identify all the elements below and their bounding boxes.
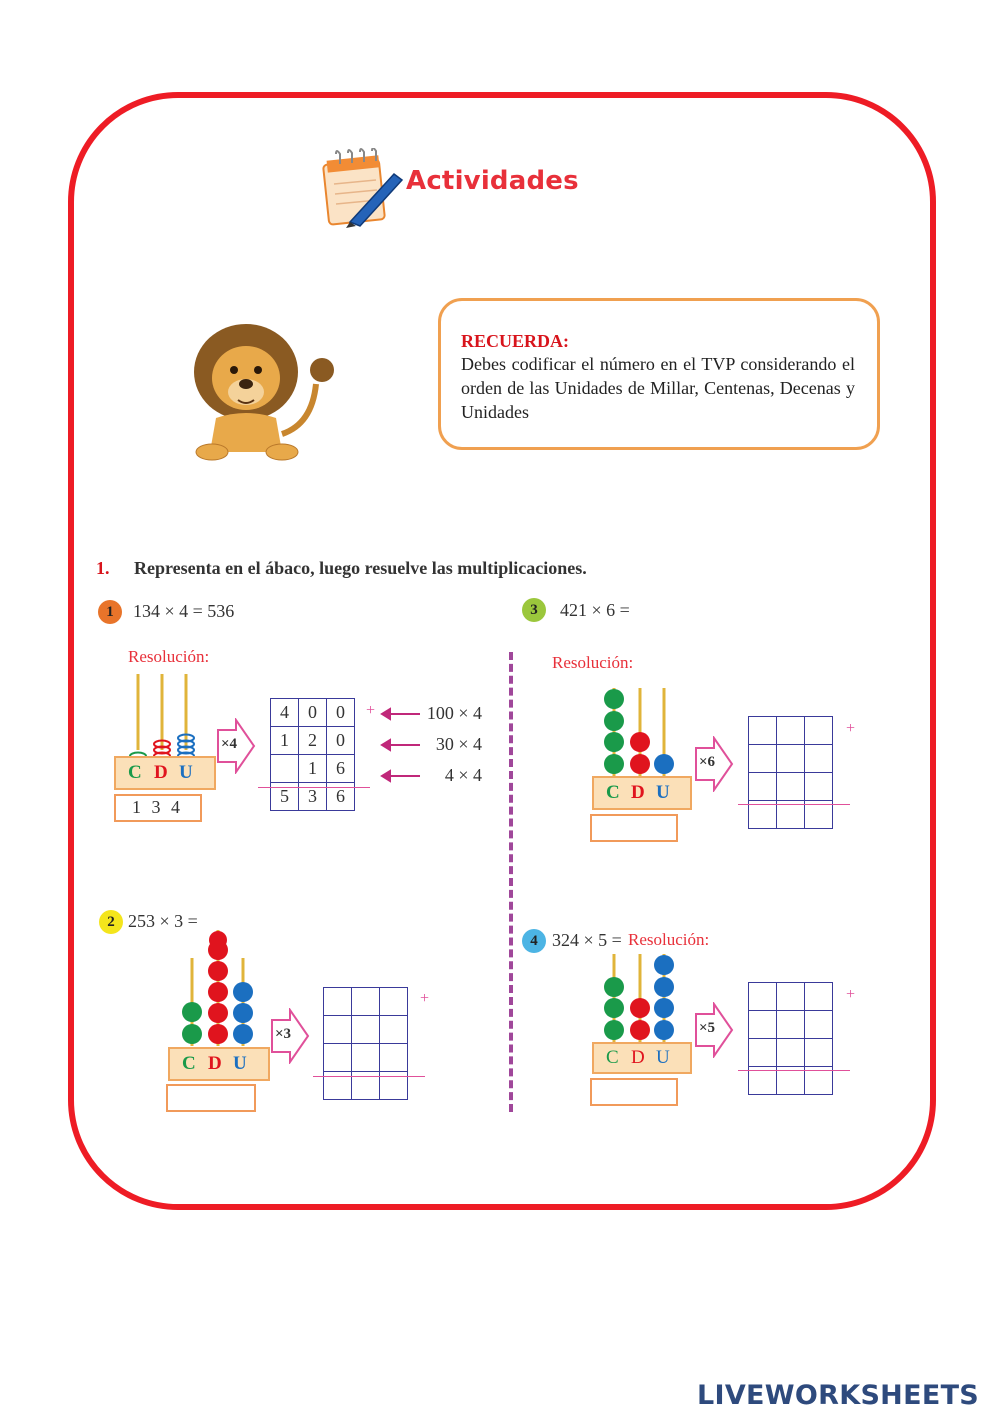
- abacus-label-c: C: [182, 1053, 196, 1074]
- grid-cell[interactable]: [352, 1016, 380, 1044]
- exercise-badge-1: 1: [98, 600, 122, 624]
- section-divider: [509, 652, 513, 1112]
- abacus-1: [112, 670, 216, 766]
- grid-cell[interactable]: [324, 1016, 352, 1044]
- grid-cell: 1: [299, 755, 327, 783]
- grid-cell[interactable]: [749, 1011, 777, 1039]
- exercise-badge-2: 2: [99, 910, 123, 934]
- multiplier-label-1: ×4: [221, 736, 238, 752]
- abacus-4: [594, 950, 694, 1046]
- grid-cell[interactable]: [324, 988, 352, 1016]
- abacus-label-u: U: [233, 1053, 247, 1074]
- grid-cell[interactable]: [749, 1039, 777, 1067]
- resolution-label-1: Resolución:: [128, 647, 210, 666]
- partial-product-3: 4 × 4: [444, 765, 482, 785]
- abacus-label-d: D: [631, 782, 645, 803]
- grid-cell: 6: [327, 783, 355, 811]
- abacus-base-3: [592, 776, 692, 810]
- partial-product-2: 30 × 4: [435, 734, 482, 754]
- answer-box-2[interactable]: [166, 1084, 256, 1112]
- abacus-label-d: D: [154, 762, 168, 783]
- grid-cell[interactable]: [805, 983, 833, 1011]
- grid-cell[interactable]: [352, 988, 380, 1016]
- abacus-label-u: U: [656, 1047, 670, 1068]
- page-title: Actividades: [406, 166, 579, 196]
- exercise-equation-1: 134 × 4 = 536: [133, 601, 235, 621]
- grid-cell: 0: [327, 699, 355, 727]
- grid-cell[interactable]: [380, 1016, 408, 1044]
- multiplier-label-2: ×3: [275, 1026, 292, 1042]
- reminder-box: [438, 298, 880, 450]
- abacus-value-box-1: [114, 794, 202, 822]
- grid-cell[interactable]: [777, 773, 805, 801]
- resolution-label-4: Resolución:: [628, 930, 710, 949]
- grid-cell[interactable]: [749, 717, 777, 745]
- result-grid-1: [270, 698, 355, 811]
- grid-cell[interactable]: [777, 1011, 805, 1039]
- abacus-label-u: U: [179, 762, 193, 783]
- grid-cell: 1: [271, 727, 299, 755]
- exercise-equation-4: 324 × 5 =: [552, 930, 622, 950]
- sum-line-1: [258, 787, 370, 788]
- answer-box-3[interactable]: [590, 814, 678, 842]
- result-grid-4[interactable]: [748, 982, 833, 1095]
- sum-line-4: [738, 1070, 850, 1071]
- grid-cell: 4: [271, 699, 299, 727]
- grid-cell: [271, 755, 299, 783]
- abacus-3: [594, 684, 694, 780]
- grid-cell[interactable]: [380, 988, 408, 1016]
- liveworksheets-brand: LIVEWORKSHEETS: [697, 1380, 980, 1411]
- grid-cell: 6: [327, 755, 355, 783]
- abacus-base-4: [592, 1042, 692, 1074]
- sum-line-2: [313, 1076, 425, 1077]
- abacus-label-c: C: [606, 782, 620, 803]
- plus-sign-1: +: [366, 702, 376, 719]
- abacus-label-d: D: [208, 1053, 222, 1074]
- grid-cell[interactable]: [352, 1044, 380, 1072]
- grid-cell[interactable]: [805, 773, 833, 801]
- abacus-label-d: D: [631, 1047, 645, 1068]
- abacus-label-c: C: [606, 1047, 619, 1068]
- abacus-base-2: [168, 1047, 270, 1081]
- sum-line-3: [738, 804, 850, 805]
- exercise-equation-3: 421 × 6 =: [560, 600, 630, 620]
- exercise-equation-2: 253 × 3 =: [128, 911, 198, 931]
- plus-sign-3: +: [846, 720, 856, 737]
- grid-cell[interactable]: [749, 745, 777, 773]
- exercise-badge-4: 4: [522, 929, 546, 953]
- activities-header: [320, 148, 600, 228]
- grid-cell[interactable]: [777, 745, 805, 773]
- exercise-badge-3: 3: [522, 598, 546, 622]
- instruction-text: Representa en el ábaco, luego resuelve las multiplicaciones.: [134, 558, 587, 578]
- liveworksheets-logo: [697, 1380, 979, 1411]
- lion-illustration: [186, 314, 346, 464]
- plus-sign-4: +: [846, 986, 856, 1003]
- grid-cell: 2: [299, 727, 327, 755]
- grid-cell[interactable]: [805, 1039, 833, 1067]
- grid-cell[interactable]: [777, 1039, 805, 1067]
- multiplier-label-4: ×5: [699, 1020, 716, 1036]
- grid-cell[interactable]: [324, 1044, 352, 1072]
- abacus-label-u: U: [656, 782, 670, 803]
- instruction-number: 1.: [96, 558, 110, 578]
- reminder-body: Debes codificar el número en el TVP considerando el orden de las Unidades de Millar, Centenas, Decenas y Unidades: [461, 354, 855, 422]
- grid-cell: 3: [299, 783, 327, 811]
- grid-cell[interactable]: [805, 717, 833, 745]
- answer-box-4[interactable]: [590, 1078, 678, 1106]
- reminder-title: RECUERDA:: [461, 331, 569, 351]
- grid-cell: 0: [299, 699, 327, 727]
- grid-cell[interactable]: [380, 1044, 408, 1072]
- grid-cell[interactable]: [777, 983, 805, 1011]
- resolution-label-3: Resolución:: [552, 653, 634, 672]
- abacus-label-c: C: [128, 762, 142, 783]
- grid-cell[interactable]: [777, 717, 805, 745]
- notepad-pen-icon: [320, 148, 406, 228]
- multiplier-label-3: ×6: [699, 754, 716, 770]
- grid-cell[interactable]: [749, 983, 777, 1011]
- abacus-2: [170, 928, 270, 1048]
- result-grid-3[interactable]: [748, 716, 833, 829]
- partial-product-1: 100 × 4: [426, 703, 482, 723]
- abacus-base-1: [114, 756, 216, 790]
- plus-sign-2: +: [420, 990, 430, 1007]
- result-grid-2[interactable]: [323, 987, 408, 1100]
- abacus-value-1: 1 3 4: [132, 797, 180, 817]
- grid-cell: 5: [271, 783, 299, 811]
- grid-cell[interactable]: [805, 1011, 833, 1039]
- grid-cell: 0: [327, 727, 355, 755]
- grid-cell[interactable]: [749, 773, 777, 801]
- grid-cell[interactable]: [805, 745, 833, 773]
